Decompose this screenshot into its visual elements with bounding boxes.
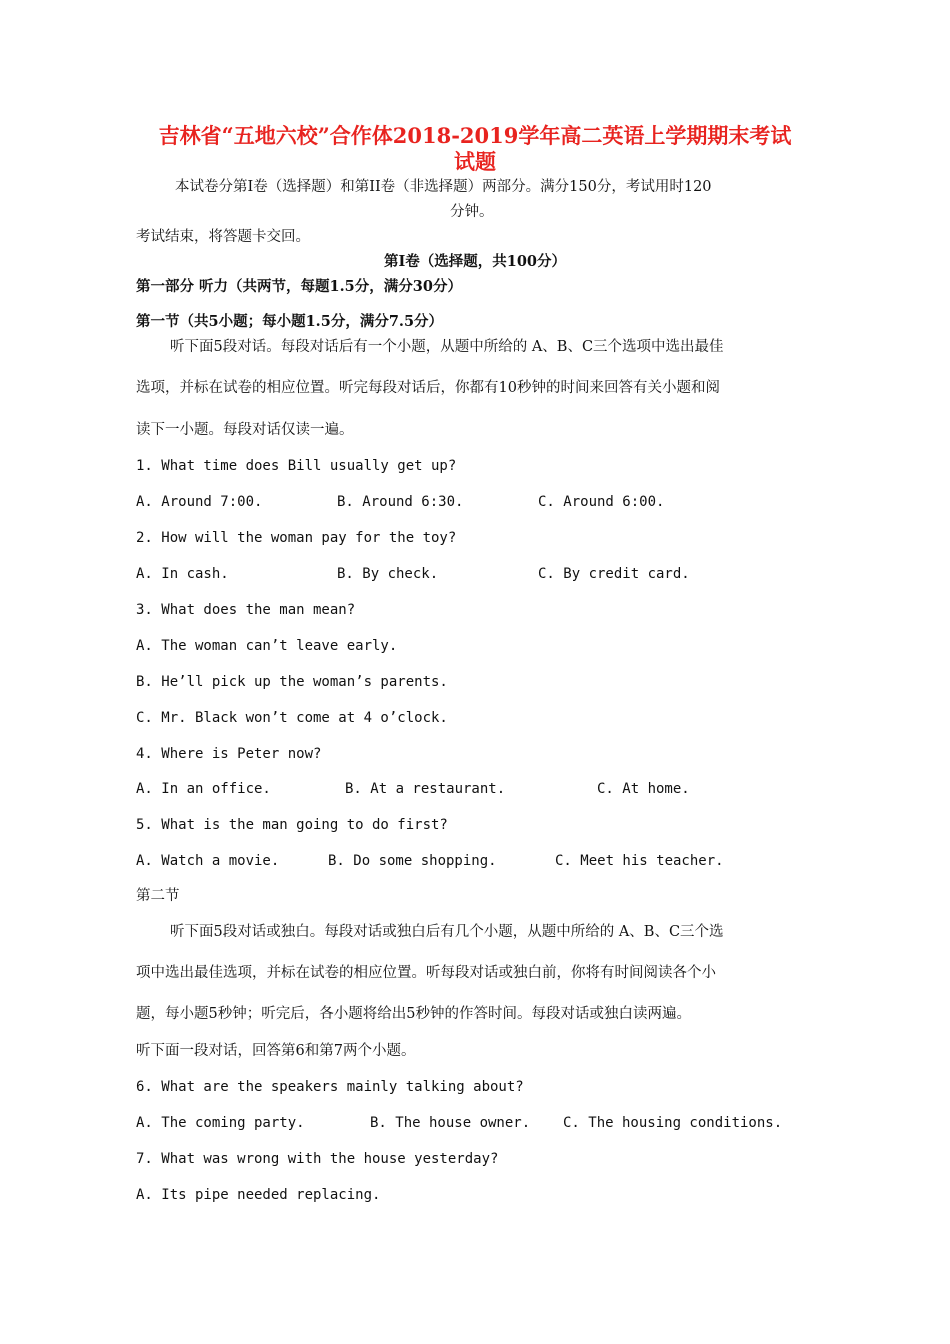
question-5: 5. What is the man going to do first? [136, 817, 448, 833]
section-1-instructions-line-1: 听下面5段对话。每段对话后有一个小题，从题中所给的 A、B、C三个选项中选出最佳 [170, 339, 724, 355]
question-1-option-c: C. Around 6:00. [538, 494, 665, 510]
question-2-option-b: B. By check. [337, 566, 439, 582]
exam-title-line-2: 试题 [454, 149, 496, 174]
question-7-option-a: A. Its pipe needed replacing. [136, 1187, 381, 1203]
question-1-option-b: B. Around 6:30. [337, 494, 464, 510]
question-5-option-b: B. Do some shopping. [328, 853, 497, 869]
question-3-option-a: A. The woman can’t leave early. [136, 638, 398, 654]
question-4-option-b: B. At a restaurant. [345, 781, 506, 797]
question-4-option-a: A. In an office. [136, 781, 271, 797]
question-3: 3. What does the man mean? [136, 602, 356, 618]
section-1-heading: 第一节（共5小题；每小题1.5分，满分7.5分） [136, 313, 444, 330]
section-2-heading: 第二节 [136, 888, 180, 904]
section-2-instructions-line-2: 项中选出最佳选项，并标在试卷的相应位置。听每段对话或独白前，你将有时间阅读各个小 [136, 965, 716, 981]
intro-line-2: 分钟。 [450, 204, 494, 220]
question-6-option-c: C. The housing conditions. [563, 1115, 783, 1131]
question-6: 6. What are the speakers mainly talking about? [136, 1079, 524, 1095]
question-3-option-c: C. Mr. Black won’t come at 4 o’clock. [136, 710, 448, 726]
question-2-option-c: C. By credit card. [538, 566, 690, 582]
volume-1-heading: 第Ⅰ卷（选择题，共100分） [383, 253, 567, 270]
question-4: 4. Where is Peter now? [136, 746, 322, 762]
section-1-instructions-line-2: 选项，并标在试卷的相应位置。听完每段对话后，你都有10秒钟的时间来回答有关小题和阅 [136, 380, 720, 396]
question-7: 7. What was wrong with the house yesterday? [136, 1151, 499, 1167]
question-6-option-b: B. The house owner. [370, 1115, 531, 1131]
section-1-instructions-line-3: 读下一小题。每段对话仅读一遍。 [136, 422, 354, 438]
question-1: 1. What time does Bill usually get up? [136, 458, 457, 474]
question-2-option-a: A. In cash. [136, 566, 229, 582]
question-5-option-c: C. Meet his teacher. [555, 853, 724, 869]
intro-line-1: 本试卷分第Ⅰ卷（选择题）和第II卷（非选择题）两部分。满分150分，考试用时120 [175, 179, 712, 195]
section-2-instructions-line-3: 题，每小题5秒钟；听完后，各小题将给出5秒钟的作答时间。每段对话或独白读两遍。 [136, 1006, 691, 1022]
part-1-heading: 第一部分 听力（共两节，每题1.5分，满分30分） [136, 278, 462, 295]
question-5-option-a: A. Watch a movie. [136, 853, 280, 869]
question-1-option-a: A. Around 7:00. [136, 494, 263, 510]
intro-line-3: 考试结束，将答题卡交回。 [136, 229, 310, 245]
question-6-option-a: A. The coming party. [136, 1115, 305, 1131]
dialogue-intro: 听下面一段对话，回答第6和第7两个小题。 [136, 1043, 416, 1059]
exam-title-line-1: 吉林省“五地六校”合作体2018-2019学年高二英语上学期期末考试 [158, 123, 792, 148]
question-2: 2. How will the woman pay for the toy? [136, 530, 457, 546]
question-3-option-b: B. He’ll pick up the woman’s parents. [136, 674, 448, 690]
question-4-option-c: C. At home. [597, 781, 690, 797]
section-2-instructions-line-1: 听下面5段对话或独白。每段对话或独白后有几个小题，从题中所给的 A、B、C三个选 [170, 924, 724, 940]
